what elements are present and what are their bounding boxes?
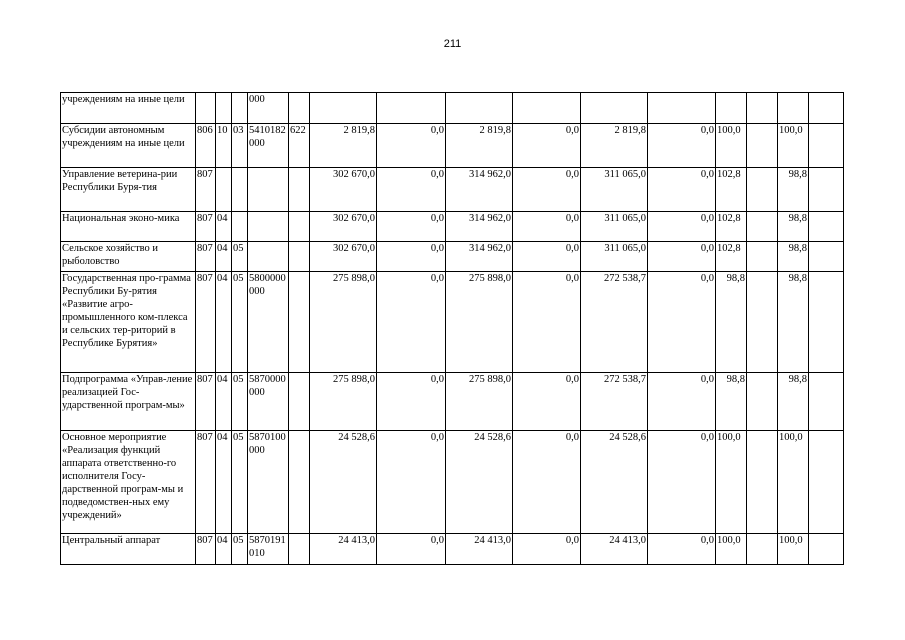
amount-executed-subv — [648, 93, 716, 124]
amount-executed-subv: 0,0 — [648, 431, 716, 534]
rz-code — [216, 168, 232, 212]
amount-plan: 24 413,0 — [310, 534, 377, 565]
table-row — [61, 431, 844, 534]
gr-code: 807 — [196, 242, 216, 272]
empty-cell — [809, 124, 844, 168]
amount-plan-subv: 0,0 — [377, 212, 446, 242]
amount-refined-subv: 0,0 — [513, 242, 581, 272]
amount-executed-subv: 0,0 — [648, 124, 716, 168]
amount-plan-subv: 0,0 — [377, 168, 446, 212]
gr-code: 807 — [196, 272, 216, 373]
vr-code — [289, 93, 310, 124]
amount-refined-subv — [513, 93, 581, 124]
percent-of-refined: 98,8 — [778, 373, 809, 431]
amount-executed-subv: 0,0 — [648, 272, 716, 373]
vr-code — [289, 242, 310, 272]
vr-code — [289, 272, 310, 373]
amount-executed-subv: 0,0 — [648, 534, 716, 565]
pr-code: 05 — [232, 272, 248, 373]
gr-code: 807 — [196, 534, 216, 565]
rz-code: 04 — [216, 431, 232, 534]
gr-code: 807 — [196, 431, 216, 534]
amount-executed: 24 413,0 — [581, 534, 648, 565]
empty-cell — [747, 431, 778, 534]
amount-refined: 2 819,8 — [446, 124, 513, 168]
percent-of-plan: 102,8 — [716, 212, 747, 242]
rz-code: 04 — [216, 242, 232, 272]
percent-of-plan: 102,8 — [716, 168, 747, 212]
amount-refined — [446, 93, 513, 124]
empty-cell — [809, 431, 844, 534]
amount-plan-subv — [377, 93, 446, 124]
percent-of-plan: 98,8 — [716, 272, 747, 373]
rz-code: 04 — [216, 534, 232, 565]
percent-of-plan: 100,0 — [716, 124, 747, 168]
pr-code: 05 — [232, 373, 248, 431]
amount-executed: 2 819,8 — [581, 124, 648, 168]
empty-cell — [747, 534, 778, 565]
csr-code — [248, 242, 289, 272]
vr-code — [289, 373, 310, 431]
pr-code — [232, 168, 248, 212]
amount-executed: 311 065,0 — [581, 212, 648, 242]
amount-executed-subv: 0,0 — [648, 212, 716, 242]
empty-cell — [809, 373, 844, 431]
amount-refined: 275 898,0 — [446, 272, 513, 373]
budget-table — [60, 92, 844, 565]
empty-cell — [809, 93, 844, 124]
amount-refined-subv: 0,0 — [513, 534, 581, 565]
amount-plan-subv: 0,0 — [377, 373, 446, 431]
amount-executed-subv: 0,0 — [648, 168, 716, 212]
amount-plan: 275 898,0 — [310, 272, 377, 373]
row-name: Государственная про-грамма Республики Бу-рятия «Развитие агро-промышленного ком-плекса и сельских тер-риторий в Республике Бурятия» — [61, 272, 196, 373]
percent-of-refined: 98,8 — [778, 212, 809, 242]
amount-refined: 314 962,0 — [446, 212, 513, 242]
percent-of-plan: 102,8 — [716, 242, 747, 272]
pr-code: 05 — [232, 242, 248, 272]
empty-cell — [747, 93, 778, 124]
table-row — [61, 168, 844, 212]
amount-executed — [581, 93, 648, 124]
amount-refined: 24 528,6 — [446, 431, 513, 534]
pr-code — [232, 93, 248, 124]
empty-cell — [809, 242, 844, 272]
empty-cell — [747, 168, 778, 212]
row-name: учреждениям на иные цели — [61, 93, 196, 124]
csr-code — [248, 212, 289, 242]
row-name: Управление ветерина-рии Республики Буря-тия — [61, 168, 196, 212]
gr-code: 807 — [196, 212, 216, 242]
table-row — [61, 212, 844, 242]
table-row — [61, 124, 844, 168]
gr-code: 806 — [196, 124, 216, 168]
csr-code — [248, 168, 289, 212]
table-row — [61, 534, 844, 565]
amount-refined: 314 962,0 — [446, 168, 513, 212]
amount-plan-subv: 0,0 — [377, 431, 446, 534]
percent-of-refined: 100,0 — [778, 431, 809, 534]
percent-of-plan: 100,0 — [716, 431, 747, 534]
row-name: Субсидии автономным учреждениям на иные цели — [61, 124, 196, 168]
rz-code: 10 — [216, 124, 232, 168]
vr-code — [289, 212, 310, 242]
amount-executed: 24 528,6 — [581, 431, 648, 534]
amount-plan-subv: 0,0 — [377, 124, 446, 168]
amount-plan: 302 670,0 — [310, 212, 377, 242]
percent-of-refined: 98,8 — [778, 168, 809, 212]
percent-of-refined — [778, 93, 809, 124]
amount-executed-subv: 0,0 — [648, 242, 716, 272]
pr-code: 05 — [232, 534, 248, 565]
pr-code: 03 — [232, 124, 248, 168]
empty-cell — [809, 272, 844, 373]
percent-of-plan: 98,8 — [716, 373, 747, 431]
amount-plan: 2 819,8 — [310, 124, 377, 168]
table-row — [61, 373, 844, 431]
amount-plan-subv: 0,0 — [377, 242, 446, 272]
table-row — [61, 93, 844, 124]
amount-refined: 275 898,0 — [446, 373, 513, 431]
empty-cell — [747, 242, 778, 272]
table-row — [61, 242, 844, 272]
vr-code — [289, 168, 310, 212]
amount-executed: 311 065,0 — [581, 168, 648, 212]
row-name: Подпрограмма «Управ-ление реализацией Гос-ударственной програм-мы» — [61, 373, 196, 431]
empty-cell — [747, 373, 778, 431]
csr-code: 5870000 000 — [248, 373, 289, 431]
amount-plan: 302 670,0 — [310, 168, 377, 212]
csr-code: 5870100 000 — [248, 431, 289, 534]
amount-refined-subv: 0,0 — [513, 373, 581, 431]
percent-of-refined: 100,0 — [778, 124, 809, 168]
amount-plan: 24 528,6 — [310, 431, 377, 534]
vr-code: 622 — [289, 124, 310, 168]
rz-code: 04 — [216, 212, 232, 242]
amount-plan-subv: 0,0 — [377, 534, 446, 565]
percent-of-refined: 100,0 — [778, 534, 809, 565]
gr-code: 807 — [196, 373, 216, 431]
pr-code — [232, 212, 248, 242]
amount-refined-subv: 0,0 — [513, 431, 581, 534]
table-row — [61, 272, 844, 373]
csr-code: 5800000 000 — [248, 272, 289, 373]
empty-cell — [809, 212, 844, 242]
pr-code: 05 — [232, 431, 248, 534]
gr-code: 807 — [196, 168, 216, 212]
empty-cell — [809, 168, 844, 212]
percent-of-plan: 100,0 — [716, 534, 747, 565]
amount-executed: 272 538,7 — [581, 373, 648, 431]
vr-code — [289, 431, 310, 534]
amount-executed-subv: 0,0 — [648, 373, 716, 431]
amount-plan — [310, 93, 377, 124]
row-name: Центральный аппарат — [61, 534, 196, 565]
csr-code: 000 — [248, 93, 289, 124]
percent-of-refined: 98,8 — [778, 242, 809, 272]
amount-refined-subv: 0,0 — [513, 168, 581, 212]
amount-plan-subv: 0,0 — [377, 272, 446, 373]
amount-refined: 314 962,0 — [446, 242, 513, 272]
gr-code — [196, 93, 216, 124]
empty-cell — [747, 212, 778, 242]
csr-code: 5870191 010 — [248, 534, 289, 565]
rz-code — [216, 93, 232, 124]
csr-code: 5410182 000 — [248, 124, 289, 168]
amount-refined-subv: 0,0 — [513, 124, 581, 168]
rz-code: 04 — [216, 272, 232, 373]
amount-executed: 272 538,7 — [581, 272, 648, 373]
rz-code: 04 — [216, 373, 232, 431]
amount-refined-subv: 0,0 — [513, 212, 581, 242]
amount-executed: 311 065,0 — [581, 242, 648, 272]
amount-plan: 275 898,0 — [310, 373, 377, 431]
amount-refined: 24 413,0 — [446, 534, 513, 565]
amount-plan: 302 670,0 — [310, 242, 377, 272]
percent-of-plan — [716, 93, 747, 124]
percent-of-refined: 98,8 — [778, 272, 809, 373]
amount-refined-subv: 0,0 — [513, 272, 581, 373]
row-name: Национальная эконо-мика — [61, 212, 196, 242]
page-number: 211 — [443, 38, 462, 50]
row-name: Сельское хозяйство и рыболовство — [61, 242, 196, 272]
empty-cell — [747, 124, 778, 168]
vr-code — [289, 534, 310, 565]
empty-cell — [809, 534, 844, 565]
row-name: Основное мероприятие «Реализация функций аппарата ответственно-го исполнителя Госу-дарственной програм-мы и подведомствен-ных ему учреждений» — [61, 431, 196, 534]
empty-cell — [747, 272, 778, 373]
